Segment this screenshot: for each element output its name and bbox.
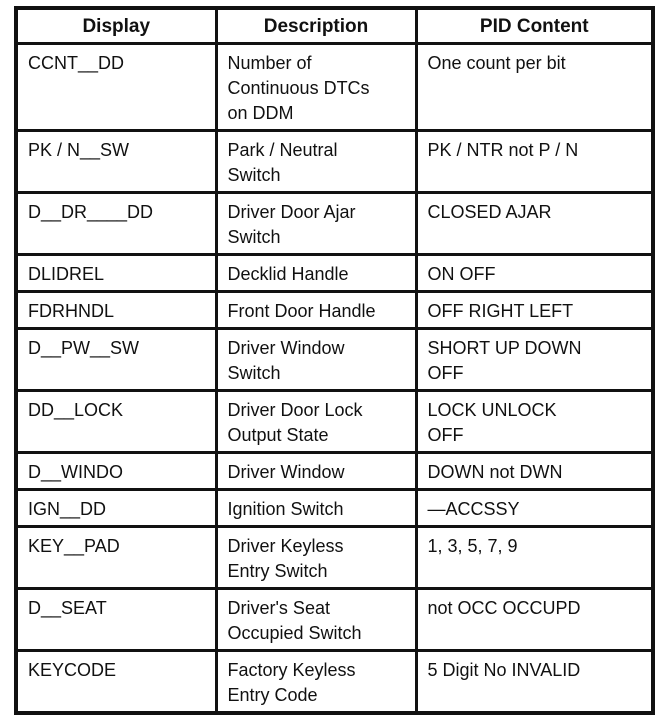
description-cell-text: Number of Continuous DTCs on DDM (227, 53, 370, 123)
display-cell-text: D__WINDO (28, 462, 124, 482)
table-row (16, 329, 653, 391)
display-cell (16, 651, 216, 714)
description-cell (216, 131, 416, 193)
description-cell-text: Decklid Handle (227, 264, 349, 284)
display-cell (16, 131, 216, 193)
description-cell-text: Ignition Switch (227, 499, 344, 519)
display-cell-text: KEYCODE (28, 660, 117, 680)
display-cell-text: IGN__DD (28, 499, 107, 519)
table-row (16, 453, 653, 490)
display-cell-text: D__SEAT (28, 598, 107, 618)
description-cell (216, 292, 416, 329)
description-cell (216, 453, 416, 490)
pid-content-cell-text: ON OFF (427, 264, 496, 284)
description-cell (216, 391, 416, 453)
display-cell (16, 292, 216, 329)
description-cell (216, 255, 416, 292)
display-cell (16, 589, 216, 651)
display-cell-text: DD__LOCK (28, 400, 124, 420)
description-cell (216, 651, 416, 714)
pid-content-cell-text: 5 Digit No INVALID (427, 660, 581, 680)
table-row (16, 490, 653, 527)
description-cell-text: Driver Door Lock Output State (227, 400, 363, 445)
header-description: Description (216, 8, 416, 44)
table-row (16, 651, 653, 714)
table-header-row (16, 8, 653, 44)
description-cell-text: Front Door Handle (227, 301, 376, 321)
table-body (16, 44, 653, 714)
pid-content-cell (416, 255, 653, 292)
description-cell-text: Driver's Seat Occupied Switch (227, 598, 362, 643)
pid-content-cell-text: 1, 3, 5, 7, 9 (427, 536, 518, 556)
pid-content-cell (416, 651, 653, 714)
header-pid-content: PID Content (416, 8, 653, 44)
description-cell-text: Driver Door Ajar Switch (227, 202, 356, 247)
description-cell (216, 527, 416, 589)
pid-content-cell (416, 292, 653, 329)
description-cell-text: Factory Keyless Entry Code (227, 660, 356, 705)
description-cell-text: Driver Window (227, 462, 345, 482)
description-cell-text: Driver Window Switch (227, 338, 345, 383)
display-cell-text: KEY__PAD (28, 536, 120, 556)
description-cell (216, 329, 416, 391)
pid-content-cell (416, 329, 653, 391)
pid-content-cell-text: One count per bit (427, 53, 566, 73)
header-display: Display (16, 8, 216, 44)
pid-content-cell (416, 527, 653, 589)
pid-content-cell-text: LOCK UNLOCK OFF (427, 400, 557, 445)
pid-content-cell-text: SHORT UP DOWN OFF (427, 338, 582, 383)
display-cell-text: DLIDREL (28, 264, 105, 284)
table-row (16, 193, 653, 255)
pid-content-cell-text: not OCC OCCUPD (427, 598, 581, 618)
pid-content-cell (416, 453, 653, 490)
display-cell-text: PK / N__SW (28, 140, 130, 160)
pid-table (14, 6, 655, 715)
description-cell-text: Park / Neutral Switch (227, 140, 338, 185)
description-cell (216, 193, 416, 255)
display-cell-text: D__DR____DD (28, 202, 154, 222)
display-cell (16, 44, 216, 131)
pid-content-cell-text: OFF RIGHT LEFT (427, 301, 574, 321)
pid-content-cell (416, 193, 653, 255)
description-cell (216, 44, 416, 131)
display-cell (16, 453, 216, 490)
display-cell-text: FDRHNDL (28, 301, 115, 321)
pid-content-cell (416, 44, 653, 131)
display-cell (16, 329, 216, 391)
description-cell-text: Driver Keyless Entry Switch (227, 536, 344, 581)
display-cell (16, 255, 216, 292)
table-row (16, 527, 653, 589)
table-row (16, 255, 653, 292)
display-cell (16, 193, 216, 255)
display-cell (16, 527, 216, 589)
description-cell (216, 589, 416, 651)
pid-content-cell-text: DOWN not DWN (427, 462, 563, 482)
pid-content-cell (416, 490, 653, 527)
table-row (16, 589, 653, 651)
pid-content-cell-text: PK / NTR not P / N (427, 140, 579, 160)
pid-content-cell (416, 391, 653, 453)
table-row (16, 131, 653, 193)
pid-content-cell-text: CLOSED AJAR (427, 202, 552, 222)
display-cell (16, 490, 216, 527)
display-cell-text: CCNT__DD (28, 53, 125, 73)
display-cell (16, 391, 216, 453)
table-row (16, 44, 653, 131)
pid-content-cell (416, 131, 653, 193)
display-cell-text: D__PW__SW (28, 338, 140, 358)
table-row (16, 391, 653, 453)
description-cell (216, 490, 416, 527)
table-row (16, 292, 653, 329)
pid-content-cell (416, 589, 653, 651)
pid-content-cell-text: —ACCSSY (427, 499, 520, 519)
